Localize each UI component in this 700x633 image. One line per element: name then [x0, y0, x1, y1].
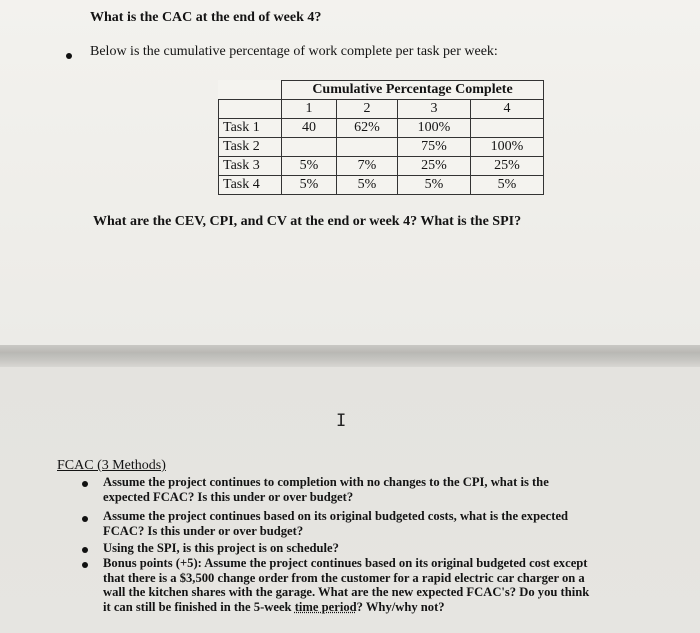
item-line: that there is a $3,500 change order from the customer for a rapid electric car charger on a — [103, 570, 585, 585]
table-cell: 25% — [471, 157, 544, 176]
table-cell: 100% — [398, 119, 471, 138]
table-row — [219, 138, 544, 157]
bullet-icon — [82, 481, 88, 487]
item-line: Assume the project continues to completion with no changes to the CPI, what is the — [103, 475, 549, 489]
fcac-item-spi — [103, 541, 663, 556]
fcac-heading: FCAC (3 Methods) — [57, 458, 166, 473]
cev-cpi-cv-question: What are the CEV, CPI, and CV at the end or week 4? What is the SPI? — [93, 214, 522, 229]
task-label: Task 1 — [219, 119, 282, 138]
bullet-icon — [82, 562, 88, 568]
week-header: 2 — [337, 100, 398, 119]
table-title-row — [219, 81, 544, 100]
table-cell: 7% — [337, 157, 398, 176]
week-header: 3 — [398, 100, 471, 119]
fcac-item-budgeted — [103, 509, 663, 538]
item-line: Assume the project continues based on its original budgeted costs, what is the expected — [103, 509, 569, 523]
table-cell — [471, 119, 544, 138]
bullet-icon — [66, 53, 72, 59]
table-row — [219, 176, 544, 195]
week-header: 4 — [471, 100, 544, 119]
table-cell: 5% — [282, 176, 337, 195]
table-cell — [337, 138, 398, 157]
table-row — [219, 157, 544, 176]
table-cell: 5% — [337, 176, 398, 195]
week-header: 1 — [282, 100, 337, 119]
intro-text: Below is the cumulative percentage of work complete per task per week: — [90, 44, 498, 59]
time-period-underlined: time period — [294, 599, 357, 614]
table-cell: 100% — [471, 138, 544, 157]
table-cell: 5% — [398, 176, 471, 195]
table-cell: 40 — [282, 119, 337, 138]
table-cell: 5% — [282, 157, 337, 176]
page-divider — [0, 345, 700, 367]
item-line: Bonus points (+5): Assume the project continues based on its original budgeted cost except — [103, 556, 588, 570]
table-cell: 5% — [471, 176, 544, 195]
item-line: wall the kitchen shares with the garage. What are the new expected FCAC's? Do you think — [103, 585, 590, 599]
item-line: Using the SPI, is this project is on schedule? — [103, 541, 339, 555]
table-header-row — [219, 100, 544, 119]
item-line: FCAC? Is this under or over budget? — [103, 523, 304, 538]
bullet-icon — [82, 547, 88, 553]
item-line-last: it can still be finished in the 5-week time period? Why/why not? — [103, 599, 445, 614]
task-label: Task 3 — [219, 157, 282, 176]
bullet-icon — [82, 516, 88, 522]
task-label: Task 4 — [219, 176, 282, 195]
item-line: expected FCAC? Is this under or over budget? — [103, 489, 354, 504]
fcac-item-bonus — [103, 556, 663, 614]
cumulative-percentage-table — [218, 80, 544, 195]
table-cell: 62% — [337, 119, 398, 138]
text-cursor-icon: I — [336, 411, 347, 431]
task-label: Task 2 — [219, 138, 282, 157]
table-title: Cumulative Percentage Complete — [282, 81, 544, 100]
cac-question: What is the CAC at the end of week 4? — [90, 10, 322, 25]
table-cell: 75% — [398, 138, 471, 157]
table-cell — [282, 138, 337, 157]
table-row — [219, 119, 544, 138]
fcac-item-cpi — [103, 475, 663, 504]
table-cell: 25% — [398, 157, 471, 176]
